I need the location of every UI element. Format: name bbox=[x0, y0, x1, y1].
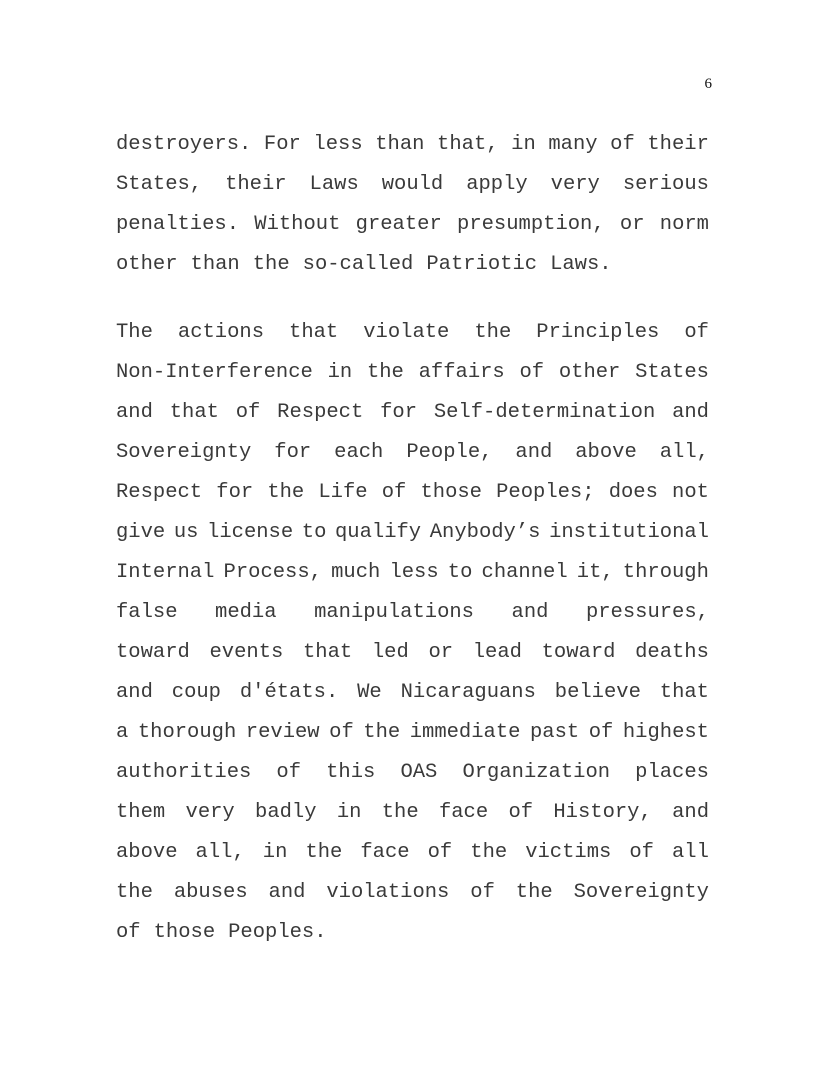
word: very bbox=[185, 801, 235, 824]
text-line bbox=[116, 313, 709, 353]
word: apply bbox=[466, 173, 528, 196]
word: the bbox=[474, 321, 512, 344]
text-line bbox=[116, 393, 709, 433]
word: Laws bbox=[309, 173, 359, 196]
word: the bbox=[252, 253, 290, 276]
word: and bbox=[511, 601, 549, 624]
word: actions bbox=[177, 321, 265, 344]
text-line bbox=[116, 833, 709, 873]
word: violations bbox=[326, 881, 450, 904]
word: for bbox=[216, 481, 254, 504]
word: channel bbox=[481, 561, 568, 584]
word: pressures, bbox=[585, 601, 709, 624]
word: and bbox=[515, 441, 553, 464]
text-line bbox=[116, 433, 709, 473]
text-line bbox=[116, 713, 709, 753]
word: through bbox=[622, 561, 709, 584]
word: not bbox=[672, 481, 709, 504]
word: events bbox=[209, 641, 284, 664]
word: lead bbox=[472, 641, 522, 664]
word: of bbox=[235, 401, 261, 424]
word: places bbox=[635, 761, 709, 784]
word: review bbox=[245, 721, 320, 744]
word: penalties. bbox=[116, 213, 240, 236]
word: in bbox=[327, 361, 353, 384]
word: victims bbox=[525, 841, 612, 864]
word: false bbox=[116, 601, 178, 624]
word: for bbox=[274, 441, 312, 464]
word: People, bbox=[406, 441, 493, 464]
page-number: 6 bbox=[704, 76, 712, 92]
text-line bbox=[116, 513, 709, 553]
word: The bbox=[116, 321, 153, 344]
word: Organization bbox=[462, 761, 611, 784]
word: toward bbox=[541, 641, 616, 664]
word: that bbox=[289, 321, 339, 344]
word: Patriotic bbox=[426, 253, 538, 276]
word: other bbox=[558, 361, 621, 384]
word: above bbox=[575, 441, 637, 464]
word: of bbox=[519, 361, 545, 384]
word: those bbox=[153, 921, 216, 944]
word: of bbox=[329, 721, 354, 744]
text-line bbox=[116, 553, 709, 593]
word: violate bbox=[363, 321, 450, 344]
word: Peoples. bbox=[228, 921, 327, 944]
word: many bbox=[548, 133, 598, 156]
word: Principles bbox=[536, 321, 660, 344]
word: authorities bbox=[116, 761, 252, 784]
paragraph-1 bbox=[116, 125, 709, 285]
word: does bbox=[608, 481, 658, 504]
word: the bbox=[116, 881, 153, 904]
word: Respect bbox=[277, 401, 364, 424]
word: their bbox=[225, 173, 287, 196]
word: in bbox=[262, 841, 288, 864]
word: affairs bbox=[418, 361, 505, 384]
word: those bbox=[420, 481, 482, 504]
word: For bbox=[263, 133, 301, 156]
word: of bbox=[508, 801, 534, 824]
word: than bbox=[190, 253, 240, 276]
word: the bbox=[363, 721, 401, 744]
word: and bbox=[116, 401, 153, 424]
paragraph-spacer bbox=[116, 285, 709, 313]
word: all, bbox=[659, 441, 709, 464]
word: a bbox=[116, 721, 129, 744]
word: or bbox=[428, 641, 454, 664]
word: that bbox=[169, 401, 219, 424]
word: of bbox=[470, 881, 495, 904]
word: States bbox=[635, 361, 709, 384]
word: of bbox=[610, 133, 635, 156]
word: and bbox=[672, 801, 709, 824]
word: Sovereignty bbox=[116, 441, 252, 464]
word: of bbox=[629, 841, 654, 864]
word: Without bbox=[254, 213, 341, 236]
text-line bbox=[116, 673, 709, 713]
word: of bbox=[588, 721, 614, 744]
word: d'états. bbox=[239, 681, 339, 704]
body-text bbox=[116, 125, 709, 953]
word: Process, bbox=[223, 561, 322, 584]
text-line bbox=[116, 205, 709, 245]
word: than bbox=[375, 133, 425, 156]
word: Life bbox=[318, 481, 368, 504]
word: Self-determination bbox=[433, 401, 656, 424]
word: the bbox=[267, 481, 305, 504]
word: badly bbox=[255, 801, 317, 824]
word: qualify bbox=[335, 521, 422, 544]
word: presumption, bbox=[457, 213, 605, 236]
word: license bbox=[207, 521, 294, 544]
word: the bbox=[381, 801, 419, 824]
word: Sovereignty bbox=[573, 881, 709, 904]
word: immediate bbox=[409, 721, 521, 744]
word: would bbox=[381, 173, 444, 196]
word: Non-Interference bbox=[116, 361, 313, 384]
word: believe bbox=[554, 681, 641, 704]
word: it, bbox=[576, 561, 614, 584]
text-line bbox=[116, 165, 709, 205]
word: of bbox=[116, 921, 141, 944]
word: toward bbox=[116, 641, 190, 664]
word: in bbox=[336, 801, 362, 824]
word: highest bbox=[622, 721, 709, 744]
word: OAS bbox=[400, 761, 438, 784]
word: History, bbox=[553, 801, 652, 824]
word: other bbox=[116, 253, 178, 276]
text-line bbox=[116, 473, 709, 513]
word: all bbox=[672, 841, 709, 864]
word: Laws. bbox=[550, 253, 612, 276]
word: of bbox=[684, 321, 709, 344]
word: the bbox=[366, 361, 404, 384]
text-line bbox=[116, 353, 709, 393]
word: Respect bbox=[116, 481, 203, 504]
paragraph-2 bbox=[116, 313, 709, 953]
word: led bbox=[371, 641, 409, 664]
text-line bbox=[116, 793, 709, 833]
word: much bbox=[331, 561, 381, 584]
word: less bbox=[313, 133, 363, 156]
word: very bbox=[550, 173, 600, 196]
text-line bbox=[116, 913, 709, 953]
word: Peoples; bbox=[496, 481, 595, 504]
word: and bbox=[116, 681, 153, 704]
word: to bbox=[447, 561, 473, 584]
word: We bbox=[357, 681, 382, 704]
word: to bbox=[301, 521, 327, 544]
text-line bbox=[116, 753, 709, 793]
word: past bbox=[529, 721, 580, 744]
text-line bbox=[116, 245, 709, 285]
text-line bbox=[116, 593, 709, 633]
word: that, bbox=[437, 133, 499, 156]
word: them bbox=[116, 801, 166, 824]
word: so-called bbox=[302, 253, 414, 276]
word: face bbox=[438, 801, 489, 824]
word: or bbox=[619, 213, 645, 236]
word: for bbox=[380, 401, 418, 424]
word: above bbox=[116, 841, 178, 864]
word: of bbox=[276, 761, 302, 784]
word: greater bbox=[355, 213, 442, 236]
word: that bbox=[659, 681, 709, 704]
word: and bbox=[672, 401, 709, 424]
word: all, bbox=[195, 841, 245, 864]
text-line bbox=[116, 873, 709, 913]
word: media bbox=[215, 601, 277, 624]
word: the bbox=[470, 841, 508, 864]
word: of bbox=[381, 481, 407, 504]
word: of bbox=[427, 841, 453, 864]
word: Anybody’s bbox=[429, 521, 541, 544]
word: face bbox=[360, 841, 410, 864]
text-line bbox=[116, 125, 709, 165]
word: their bbox=[647, 133, 709, 156]
word: States, bbox=[116, 173, 203, 196]
word: the bbox=[305, 841, 343, 864]
word: manipulations bbox=[314, 601, 474, 624]
word: Internal bbox=[116, 561, 215, 584]
word: institutional bbox=[549, 521, 709, 544]
word: each bbox=[334, 441, 384, 464]
word: thorough bbox=[137, 721, 237, 744]
word: coup bbox=[171, 681, 221, 704]
word: the bbox=[515, 881, 553, 904]
word: this bbox=[326, 761, 376, 784]
word: abuses bbox=[173, 881, 248, 904]
word: Nicaraguans bbox=[400, 681, 536, 704]
word: and bbox=[268, 881, 306, 904]
word: that bbox=[302, 641, 353, 664]
word: us bbox=[173, 521, 199, 544]
text-line bbox=[116, 633, 709, 673]
word: give bbox=[116, 521, 166, 544]
word: deaths bbox=[635, 641, 709, 664]
word: destroyers. bbox=[116, 133, 252, 156]
word: in bbox=[511, 133, 536, 156]
word: less bbox=[389, 561, 439, 584]
word: serious bbox=[622, 173, 709, 196]
word: norm bbox=[659, 213, 709, 236]
